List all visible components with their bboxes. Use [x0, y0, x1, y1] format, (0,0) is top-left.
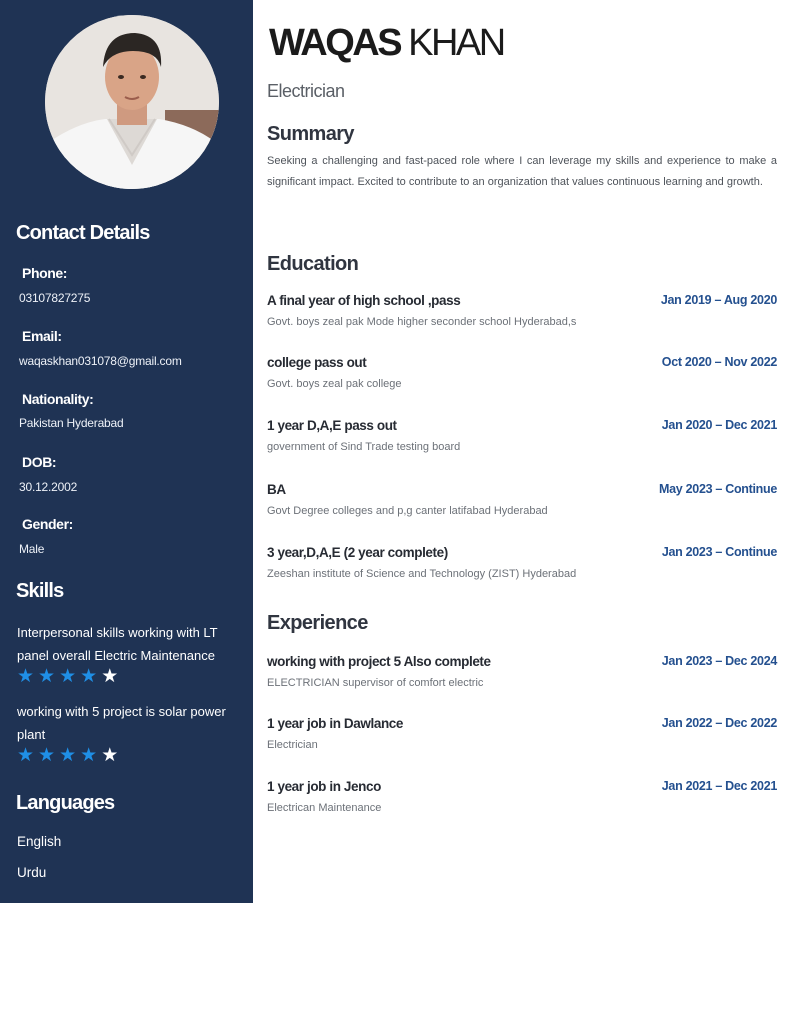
job-title: Electrician [267, 81, 345, 101]
gender-value: Male [19, 542, 45, 556]
entry-title: college pass out [267, 355, 367, 370]
sidebar [0, 0, 253, 903]
entry-institution: Govt. boys zeal pak Mode higher seconder school Hyderabad,s [267, 316, 577, 328]
dob-label: DOB: [22, 454, 57, 470]
education-heading: Education [267, 253, 359, 275]
candidate-name [269, 22, 504, 65]
entry-date: Jan 2022 – Dec 2022 [661, 716, 777, 730]
education-entry [267, 418, 777, 458]
phone-label: Phone: [22, 265, 68, 281]
entry-title: 1 year job in Jenco [267, 779, 381, 794]
skill-rating-stars [17, 667, 122, 687]
entry-date: Jan 2023 – Dec 2024 [661, 654, 777, 668]
experience-entry [267, 716, 777, 756]
education-entry [267, 482, 777, 522]
email-value: waqaskhan031078@gmail.com [19, 354, 182, 368]
summary-heading: Summary [267, 123, 354, 145]
entry-date: Jan 2023 – Continue [661, 545, 777, 559]
education-entry [267, 545, 777, 585]
skills-heading: Skills [16, 580, 64, 602]
entry-company: ELECTRICIAN supervisor of comfort electric [267, 677, 484, 689]
entry-title: BA [267, 482, 286, 497]
nationality-value: Pakistan Hyderabad [19, 416, 124, 430]
entry-institution: Zeeshan institute of Science and Technology (ZIST) Hyderabad [267, 568, 577, 580]
phone-value: 03107827275 [19, 291, 91, 305]
entry-institution: government of Sind Trade testing board [267, 441, 461, 453]
entry-date: Jan 2021 – Dec 2021 [661, 779, 777, 793]
experience-entry [267, 654, 777, 694]
skill-item: working with 5 project is solar power plant [17, 704, 226, 742]
language-item: English [17, 834, 62, 849]
skill-rating-stars [17, 746, 122, 766]
entry-company: Electrician [267, 739, 318, 751]
education-entry [267, 293, 777, 333]
gender-label: Gender: [22, 516, 73, 532]
star-filled-icon: ★ [59, 745, 81, 766]
entry-date: Jan 2019 – Aug 2020 [660, 293, 777, 307]
education-entry [267, 355, 777, 395]
experience-entry [267, 779, 777, 819]
entry-company: Electrican Maintenance [267, 802, 382, 814]
entry-institution: Govt Degree colleges and p,g canter latifabad Hyderabad [267, 505, 548, 517]
star-filled-icon: ★ [17, 745, 39, 766]
main-content [267, 0, 777, 1024]
contact-details-heading: Contact Details [16, 222, 150, 244]
entry-title: working with project 5 Also complete [267, 654, 491, 669]
email-label: Email: [22, 328, 62, 344]
star-empty-icon: ★ [101, 745, 123, 766]
entry-date: May 2023 – Continue [659, 482, 777, 496]
entry-title: 1 year job in Dawlance [267, 716, 404, 731]
entry-date: Jan 2020 – Dec 2021 [661, 418, 777, 432]
star-filled-icon: ★ [17, 666, 39, 687]
language-item: Urdu [17, 865, 47, 880]
star-filled-icon: ★ [80, 745, 102, 766]
star-empty-icon: ★ [101, 666, 123, 687]
star-filled-icon: ★ [59, 666, 81, 687]
skill-item: Interpersonal skills working with LT panel overall Electric Maintenance [17, 625, 218, 663]
entry-title: 1 year D,A,E pass out [267, 418, 397, 433]
profile-photo [45, 15, 219, 189]
entry-title: A final year of high school ,pass [267, 293, 461, 308]
nationality-label: Nationality: [22, 391, 94, 407]
entry-title: 3 year,D,A,E (2 year complete) [267, 545, 448, 560]
star-filled-icon: ★ [80, 666, 102, 687]
entry-date: Oct 2020 – Nov 2022 [661, 355, 777, 369]
star-filled-icon: ★ [38, 666, 60, 687]
last-name: KHAN [408, 22, 504, 64]
star-filled-icon: ★ [38, 745, 60, 766]
languages-heading: Languages [16, 792, 115, 814]
entry-institution: Govt. boys zeal pak college [267, 378, 402, 390]
first-name: WAQAS [269, 22, 401, 64]
dob-value: 30.12.2002 [19, 480, 78, 494]
summary-text: Seeking a challenging and fast-paced role where I can leverage my skills and experience to make a significant impact. Excited to contribute to an organization that values continuous learning and growth. [267, 155, 777, 188]
experience-heading: Experience [267, 612, 368, 634]
